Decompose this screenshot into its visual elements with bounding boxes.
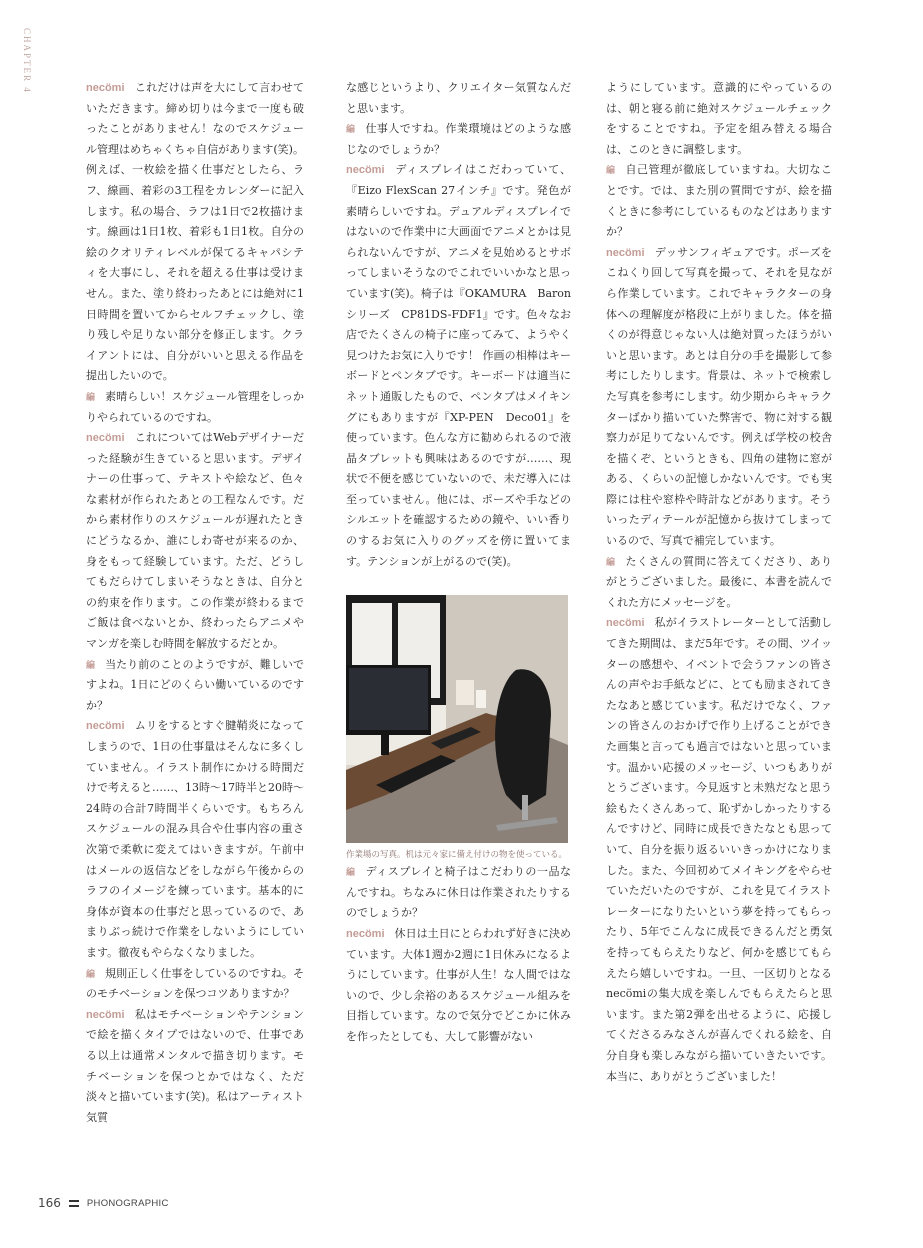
paragraph-text: 規則正しく仕事をしているのですね。そのモチベーションを保つコツありますか？ — [86, 966, 304, 1001]
paragraph-text: 私がイラストレーターとして活動してきた期間は、まだ5年です。その間、ツイッターの感想や、イベントで会うファンの皆さんの声やお手紙などに、とても励まされてきたなあと感じています。私だけでなく、ファンの皆さんのおかげで作り上げることができた画集と言っても過言ではないと思っています。温かい応援のメッセージ、いつもありがとうございます。今見返すと未熟だなと思う絵もたくさんあって、恥ずかしかったりするんですけど、同時に成長できたなとも思っていて、自分を振り返るいいきっかけになりました。また、今回初めてメイキングをやらせていただいたのですが、これを見てイラストレーターになりたいという夢を持ってもらったり、5年でこんなに成長できるんだと勇気を持ってもらえたりなど、何かを感じてもらえたら嬉しいですね。一旦、一区切りとなるnecömiの集大成を楽しんでもらえたらと思います。また第2弾を出せるように、応援してくださるみなさんが喜んでくれる絵を、自分自身も楽しみながら描いていきたいです。本当に、ありがとうございました！ — [606, 616, 832, 1083]
editor-mark: 編 — [346, 867, 356, 878]
editor-mark: 編 — [86, 968, 96, 979]
paragraph-text: ディスプレイはこだわっていて、『Eizo FlexScan 27インチ』です。発色が素晴らしいですね。デュアルディスプレイではないので作業中に大画面でアニメとかは見られないんですが、アニメを見始めるとサボってしまいそうなのでこれでいいかなと思っています(笑)。椅子は『OKAMURA Baron シリーズ CP81DS-FDF1』です。色々なお店でたくさんの椅子に座ってみて、ようやく見つけたお気に入りです！ 作画の相棒はキーボードとペンタブです。キーボードは適当にネット通販したもので、ペンタブはメイキングにもありますが『XP-PEN Deco01』を使っています。色んな方に勧められるので液晶タブレットも興味はあるのですが……、現状で不便を感じていないので、未だ導入には至っていません。他には、ポーズや手などのシルエットを確認するための鏡や、いい香りのするお気に入りのグッズを傍に置いてます。テンションが上がるので(笑)。 — [346, 163, 571, 568]
paragraph-text: ディスプレイと椅子はこだわりの一品なんですね。ちなみに休日は作業されたりするのでしょうか？ — [346, 865, 571, 920]
paragraph — [346, 924, 571, 1048]
paragraph — [86, 716, 304, 963]
paragraph-text: 私はモチベーションやテンションで絵を描くタイプではないので、仕事である以上は通常メンタルで描き切ります。モチベーションを保つとかではなく、ただ淡々と描いています(笑)。私はアーティスト気質 — [86, 1007, 304, 1124]
editor-mark: 編 — [346, 124, 356, 135]
photo-caption: 作業場の写真。机は元々家に備え付けの物を使っている。 — [346, 850, 568, 861]
paragraph — [606, 78, 832, 160]
artist-name: necömi — [346, 164, 385, 177]
artist-name: necömi — [86, 82, 125, 94]
paragraph-text: ムリをするとすぐ腱鞘炎になってしまうので、1日の仕事量はそんなに多くしていません。イラスト制作にかける時間だけで考えると……、13時～17時半と20時～24時の合計7時間半くらいです。もちろんスケジュールの混み具合や仕事内容の重さ次第で柔軟に変えてはいきますが。午前中はメールの返信などをしながら午後からのラフのイメージを練っています。基本的に身体が資本の仕事だと思っているので、あまりぶっ続けで作業をしないようにしています。徹夜もやらなくなりました。 — [86, 719, 304, 959]
page-footer — [38, 1196, 169, 1210]
text-column-3 — [606, 78, 832, 1087]
paragraph — [346, 78, 571, 119]
page-number: 166 — [38, 1196, 61, 1210]
paragraph — [86, 964, 304, 1005]
chapter-label: CHAPTER 4 — [22, 28, 32, 94]
editor-mark: 編 — [86, 391, 96, 402]
paragraph-text: これだけは声を大にして言わせていただきます。締め切りは今まで一度も破ったことがありません！なのでスケジュール管理はめちゃくちゃ自信があります(笑)。例えば、一枚絵を描く仕事だとしたら、ラフ、線画、着彩の3工程をカレンダーに記入します。私の場合、ラフは1日で2枚描けます。線画は1日1枚、着彩も1日1枚。自分の絵のクオリティレベルが保てるキャパシティを大事にし、それを超える仕事は受けません。また、塗り終わったあとには絶対に1日時間を置いてからセルフチェックし、塗り残しや足りない部分を修正します。クライアントには、自分がいいと思える作品を提出したいので。 — [86, 81, 304, 383]
paragraph-text: 素晴らしい！スケジュール管理をしっかりやられているのですね。 — [86, 389, 304, 424]
paragraph-text: たくさんの質問に答えてくださり、ありがとうございました。最後に、本書を読んでくれた方にメッセージを。 — [606, 554, 832, 609]
text-column-1 — [86, 78, 304, 1128]
paragraph — [86, 78, 304, 387]
paragraph-text: な感じというより、クリエイター気質なんだと思います。 — [346, 81, 571, 115]
paragraph — [86, 1005, 304, 1129]
artist-name: necömi — [86, 432, 125, 445]
paragraph-text: 仕事人ですね。作業環境はどのような感じなのでしょうか？ — [346, 122, 571, 156]
paragraph — [86, 655, 304, 717]
paragraph-text: 休日は土日にとらわれず好きに決めています。大体1週か2週に1日休みになるようにしています。仕事が人生！な人間ではないので、少し余裕のあるスケジュール組みを目指しています。なので気分でどこかに休みを作ったとしても、大して影響がない — [346, 927, 571, 1043]
paragraph — [86, 387, 304, 428]
paragraph — [606, 613, 832, 1087]
paragraph-text: 当たり前のことのようですが、難しいですよね。1日にどのくらい働いているのですか？ — [86, 657, 304, 712]
paragraph — [86, 428, 304, 655]
footer-equals-mark — [69, 1200, 79, 1207]
paragraph — [346, 119, 571, 160]
paragraph — [606, 552, 832, 614]
editor-mark: 編 — [86, 659, 96, 670]
artist-name: necömi — [86, 1008, 125, 1021]
paragraph-text: 自己管理が徹底していますね。大切なことです。では、また別の質問ですが、絵を描くときに参考にしているものなどはありますか？ — [606, 163, 832, 239]
text-column-2 — [346, 78, 571, 1048]
artist-name: necömi — [86, 720, 125, 733]
paragraph — [346, 160, 571, 572]
artist-name: necömi — [606, 617, 645, 630]
editor-mark: 編 — [606, 165, 616, 176]
artist-name: necömi — [606, 246, 645, 259]
artist-name: necömi — [346, 928, 385, 941]
paragraph — [606, 160, 832, 242]
paragraph — [606, 243, 832, 552]
magazine-name: PHONOGRAPHIC — [86, 1197, 169, 1209]
paragraph-text: デッサンフィギュアです。ポーズをこねくり回して写真を撮って、それを見ながら作業しています。これでキャラクターの身体への理解度が格段に上がりました。体を描くのが得意じゃない人は絶対買ったほうがいいと思います。あとは自分の手を撮影して参考にしたりします。背景は、ネットで検索した写真を参考にします。幼少期からキャラクターばかり描いていた弊害で、物に対する観察力が足りてないんです。例えば学校の校舎を描くぞ、というときも、四角の建物に窓がある、くらいの記憶しかないんです。でも実際には柱や窓枠や時計などがあります。そういったディテールが記憶から抜けてしまっているので、写真で補完しています。 — [606, 245, 832, 548]
editor-mark: 編 — [606, 556, 616, 567]
workspace-photo — [346, 595, 568, 843]
paragraph-text: これについてはWebデザイナーだった経験が生きていると思います。デザイナーの仕事って、テキストや絵など、色々な素材が作られたあとの工程なんです。だから素材作りのスケジュールが遅れたときにどうなるか、誰にしわ寄せが来るのか、身をもって経験しています。ただ、どうしてもだらけてしまいそうなときは、自分との約束を作ります。この作業が終わるまでご飯は食べないとか、終わったらアニメやマンガを楽しむ時間を解放するだとか。 — [86, 431, 304, 651]
paragraph-text: ようにしています。意識的にやっているのは、朝と寝る前に絶対スケジュールチェックをすることですね。予定を組み替える場合は、このときに調整します。 — [606, 81, 832, 156]
paragraph — [346, 862, 571, 924]
